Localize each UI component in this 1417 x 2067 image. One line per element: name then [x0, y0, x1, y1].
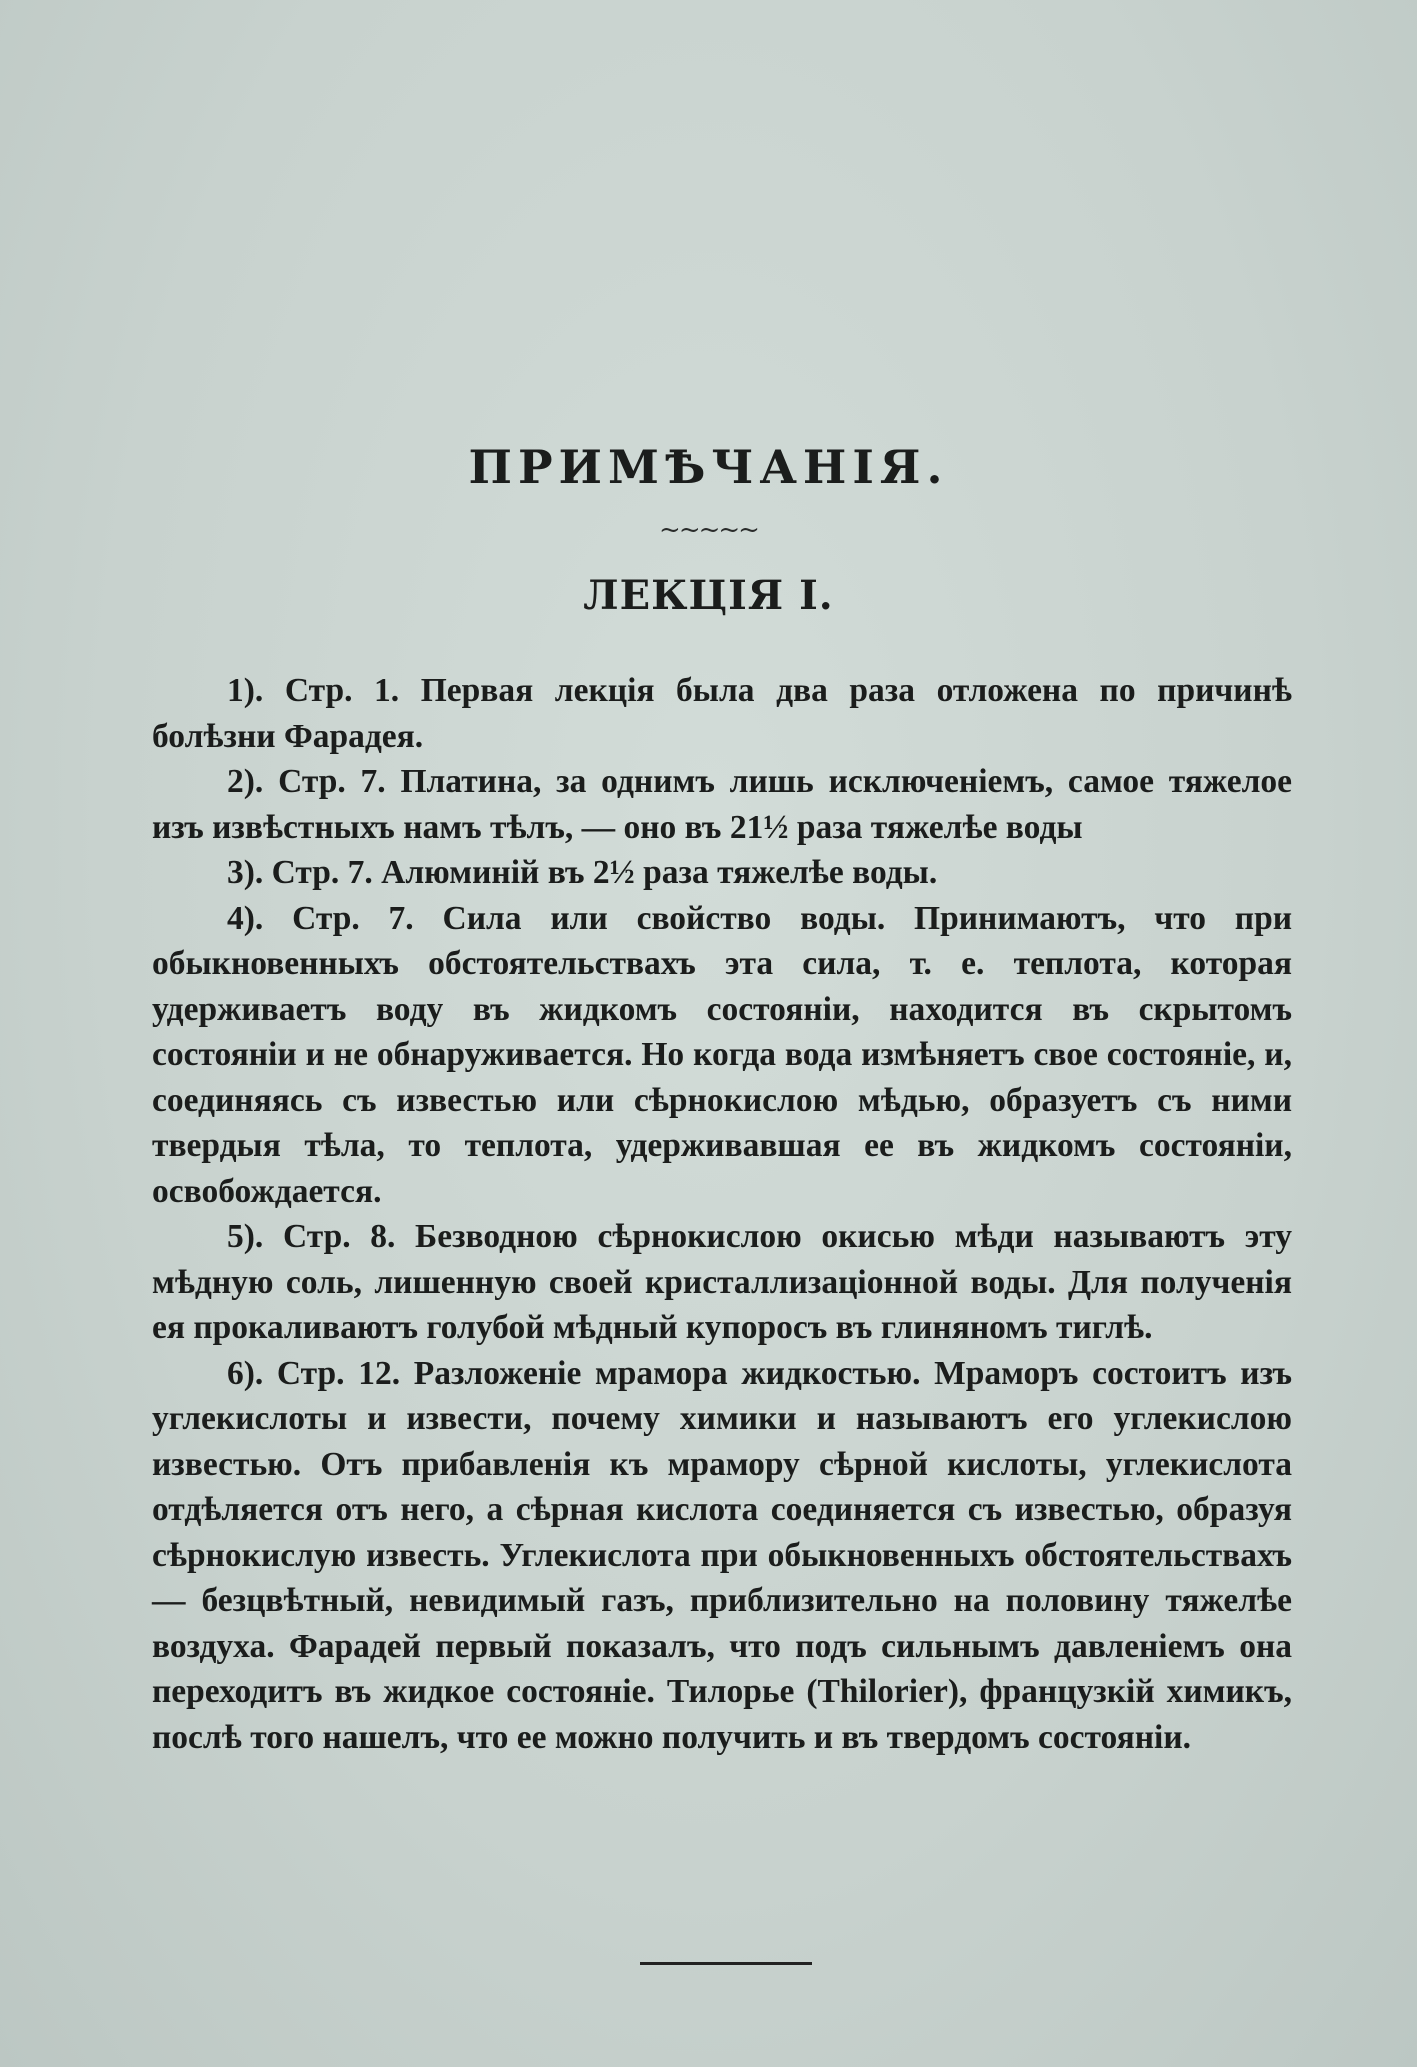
- note-3-text: Алюминій въ 2½ раза тяжелѣе воды.: [381, 854, 938, 891]
- page-title: ПРИМѢЧАНІЯ.: [468, 440, 949, 494]
- note-4-text: Сила или свойство воды. Принимаютъ, что при обыкновенныхъ обстоятельствахъ эта сила, т. е. теплота, которая удерживаетъ воду въ жидкомъ состояніи, находится въ скрытомъ состояніи и не обнаруживается. Но когда вода измѣняетъ свое состояніе, и, соединяясь съ известью или сѣрнокислою мѣдью, образуетъ съ ними твердыя тѣла, то теплота, удерживавшая ее въ жидкомъ состояніи, освобождается.: [152, 899, 1293, 1210]
- note-1-ref: 1). Стр. 1.: [227, 672, 400, 709]
- note-3-ref: 3). Стр. 7.: [227, 854, 373, 891]
- note-5-text: Безводною сѣрнокислою окисью мѣди называютъ эту мѣдную соль, лишенную своей кристаллизаціонной воды. Для полученія ея прокаливаютъ голубой мѣдный купоросъ въ глиняномъ тиглѣ.: [152, 1218, 1292, 1346]
- note-4-ref: 4). Стр. 7.: [227, 899, 414, 937]
- lecture-heading: ЛЕКЦІЯ I.: [583, 572, 834, 619]
- end-rule: [640, 1962, 812, 1965]
- note-6-ref: 6). Стр. 12.: [227, 1354, 401, 1392]
- title-ornament: ~~~~~: [659, 515, 758, 545]
- note-1-text: Первая лекція была два раза отложена по причинѣ болѣзни Фарадея.: [152, 672, 1292, 755]
- note-2: [152, 759, 1292, 850]
- note-2-text: Платина, за однимъ лишь исключеніемъ, самое тяжелое изъ извѣстныхъ намъ тѣлъ, — оно въ 21½ раза тяжелѣе воды: [152, 763, 1293, 846]
- note-1: [152, 668, 1292, 759]
- note-6-text: Разложеніе мрамора жидкостью. Мраморъ состоитъ изъ углекислоты и извести, почему химики и называютъ его углекислою известью. Отъ прибавленія къ мрамору сѣрной кислоты, углекислота отдѣляется отъ него, а сѣрная кислота соединяется съ известью, образуя сѣрнокислую известь. Углекислота при обыкновенныхъ обстоятельствахъ — безцвѣтный, невидимый газъ, приблизительно на половину тяжелѣе воздуха. Фарадей первый показалъ, что подъ сильнымъ давленіемъ она переходитъ въ жидкое состояніе. Тилорье (Thilorier), французкій химикъ, послѣ того нашелъ, что ее можно получить и въ твердомъ состояніи.: [152, 1354, 1292, 1756]
- note-2-ref: 2). Стр. 7.: [227, 763, 386, 800]
- note-5-ref: 5). Стр. 8.: [227, 1218, 396, 1255]
- note-3: [152, 850, 1292, 896]
- note-5: [152, 1214, 1292, 1351]
- note-6: [152, 1351, 1292, 1761]
- note-4: [152, 896, 1292, 1215]
- notes-list: [152, 668, 1292, 1760]
